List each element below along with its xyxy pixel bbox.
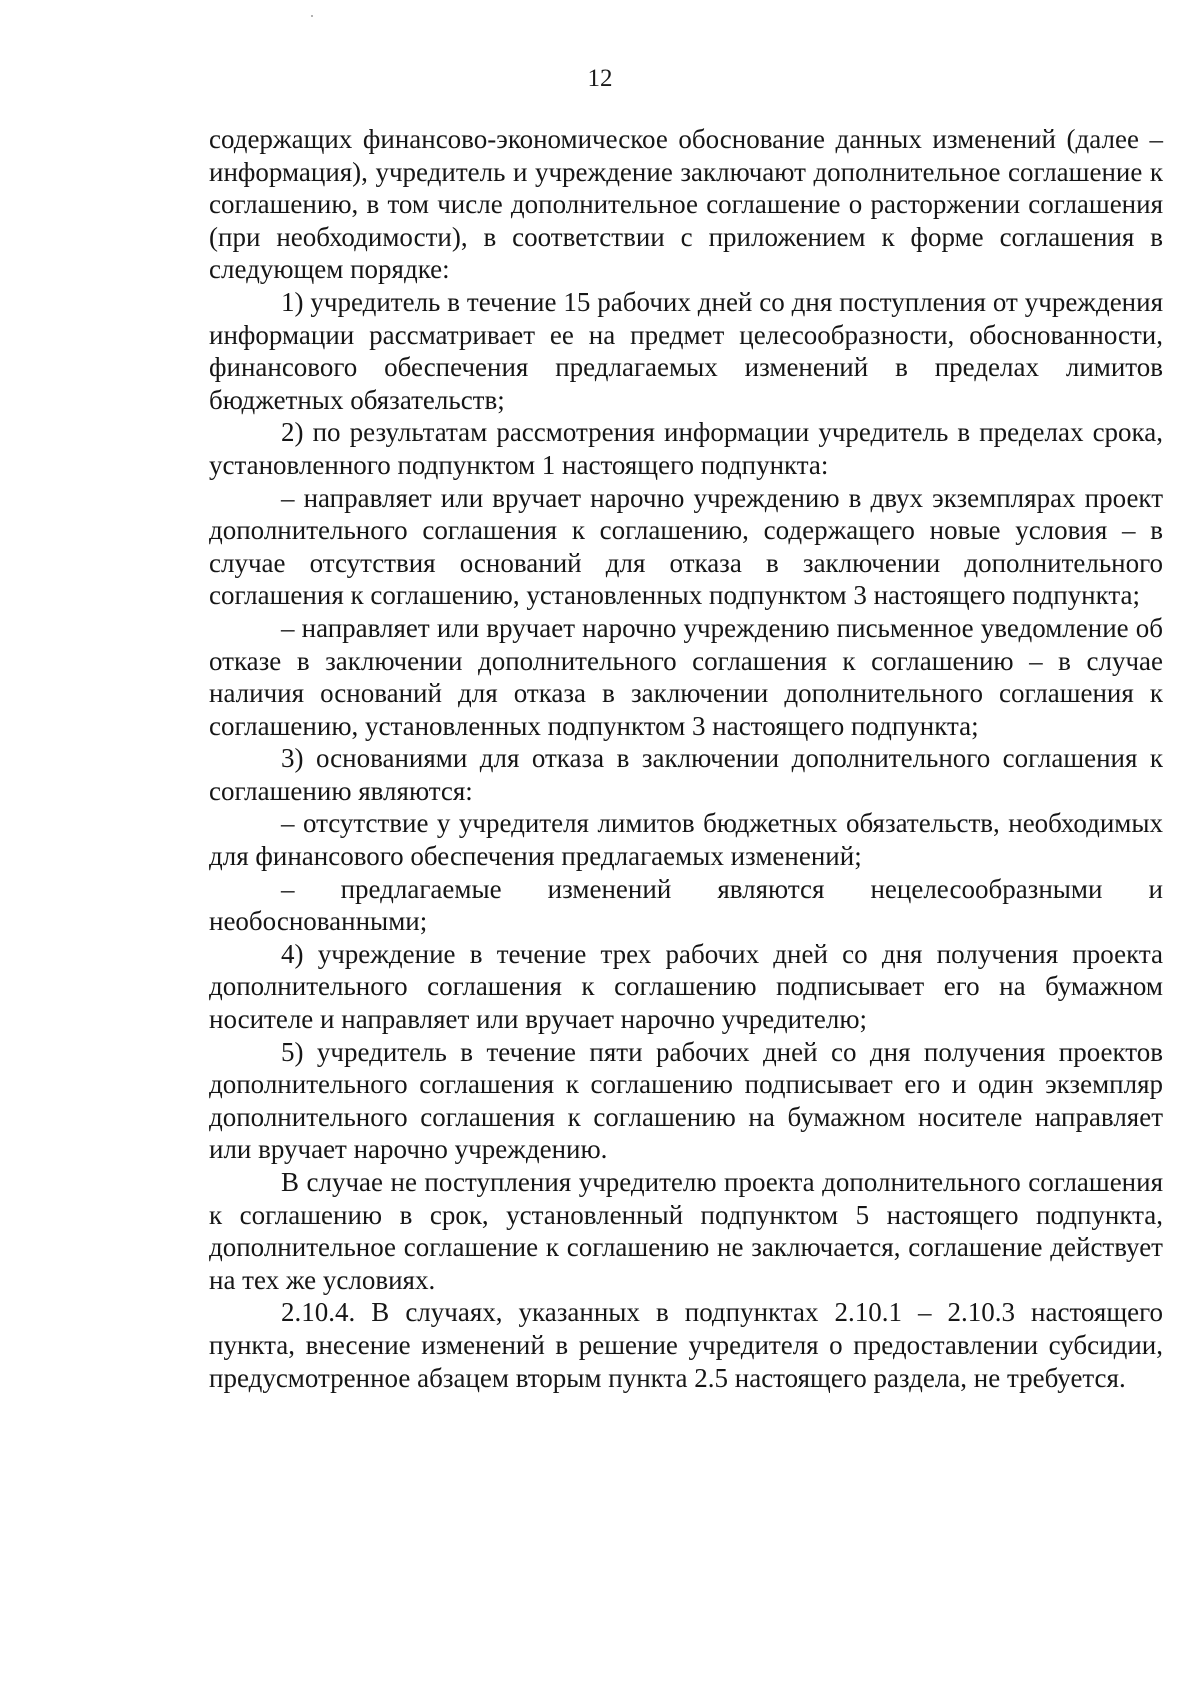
paragraph-dash-sends-draft: – направляет или вручает нарочно учреждению в двух экземплярах проект дополнительного соглашения к соглашению, содержащего новые условия – в случае отсутствия оснований для отказа в заключении дополнительного соглашения к соглашению, установленных подпунктом 3 настоящего подпункта; xyxy=(209,482,1163,611)
paragraph-item-2: 2) по результатам рассмотрения информации учредитель в пределах срока, установленного подпунктом 1 настоящего подпункта: xyxy=(209,417,1163,480)
paragraph-dash-unjustified: – предлагаемые изменений являются нецелесообразными и необоснованными; xyxy=(209,873,1163,937)
page-number: 12 xyxy=(587,65,613,92)
paragraph-item-1: 1) учредитель в течение 15 рабочих дней со дня поступления от учреждения информации рассматривает ее на предмет целесообразности, обоснованности, финансового обеспечения предлагаемых изменений в пределах лимитов бюджетных обязательств; xyxy=(209,286,1163,415)
scan-speck xyxy=(311,15,313,17)
paragraph-2-10-4: 2.10.4. В случаях, указанных в подпунктах 2.10.1 – 2.10.3 настоящего пункта, внесение изменений в решение учредителя о предоставлении субсидии, предусмотренное абзацем вторым пункта 2.5 настоящего раздела, не требуется. xyxy=(209,1297,1163,1393)
document-body xyxy=(209,123,1163,1394)
paragraph-item-4: 4) учреждение в течение трех рабочих дней со дня получения проекта дополнительного соглашения к соглашению подписывает его на бумажном носителе и направляет или вручает нарочно учредителю; xyxy=(209,938,1163,1035)
paragraph-continuation: содержащих финансово-экономическое обоснование данных изменений (далее – информация), учредитель и учреждение заключают дополнительное соглашение к соглашению, в том числе дополнительное соглашение о расторжении соглашения (при необходимости), в соответствии с приложением к форме соглашения в следующем порядке: xyxy=(209,124,1163,285)
paragraph-dash-no-limits: – отсутствие у учредителя лимитов бюджетных обязательств, необходимых для финансового обеспечения предлагаемых изменений; xyxy=(209,808,1163,872)
paragraph-not-received: В случае не поступления учредителю проекта дополнительного соглашения к соглашению в срок, установленный подпунктом 5 настоящего подпункта, дополнительное соглашение к соглашению не заключается, соглашение действует на тех же условиях. xyxy=(209,1167,1163,1295)
paragraph-item-3: 3) основаниями для отказа в заключении дополнительного соглашения к соглашению являются: xyxy=(209,743,1163,806)
paragraph-dash-sends-refusal: – направляет или вручает нарочно учреждению письменное уведомление об отказе в заключении дополнительного соглашения к соглашению – в случае наличия оснований для отказа в заключении дополнительного соглашения к соглашению, установленных подпунктом 3 настоящего подпункта; xyxy=(209,612,1163,741)
paragraph-item-5: 5) учредитель в течение пяти рабочих дней со дня получения проектов дополнительного соглашения к соглашению подписывает его и один экземпляр дополнительного соглашения к соглашению на бумажном носителе направляет или вручает нарочно учреждению. xyxy=(209,1036,1163,1165)
